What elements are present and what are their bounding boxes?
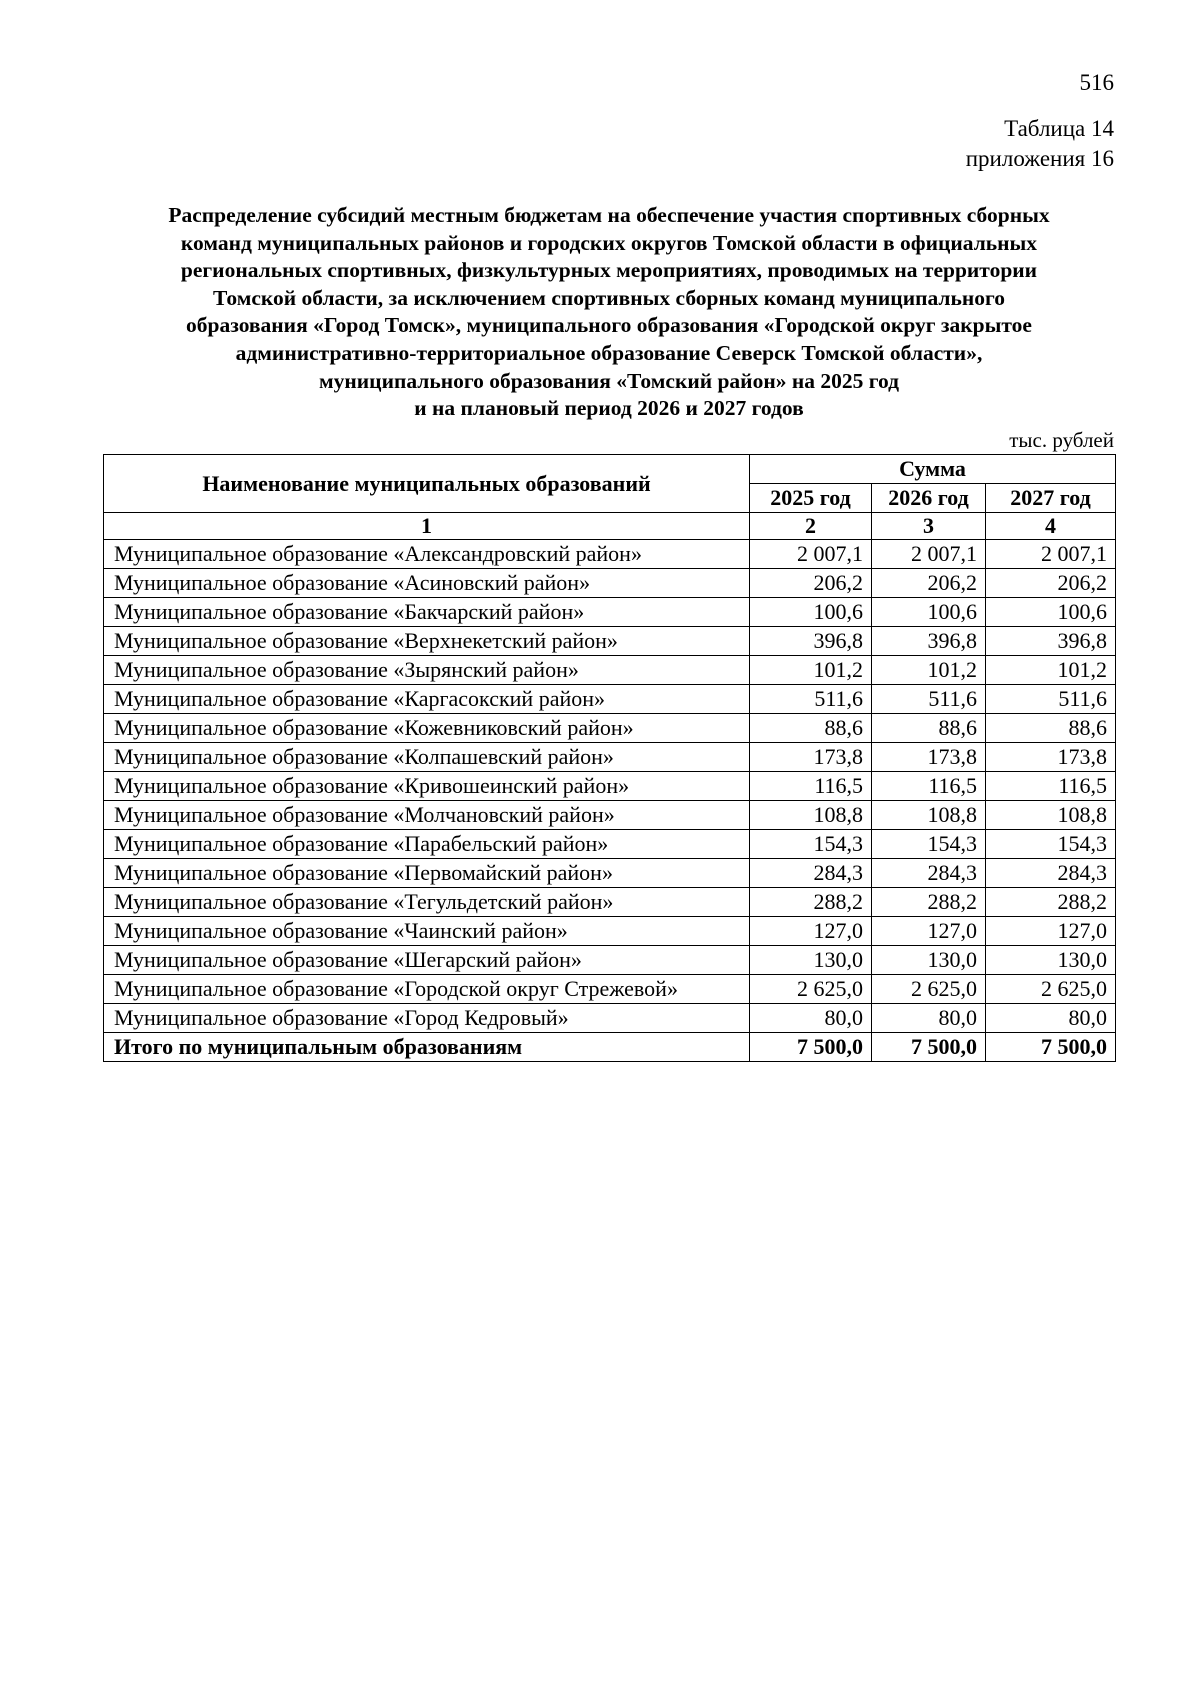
municipality-name: Муниципальное образование «Молчановский район» [104, 801, 750, 830]
table-row [104, 975, 1116, 1004]
amount-2027: 88,6 [986, 714, 1116, 743]
amount-2025: 2 625,0 [750, 975, 872, 1004]
municipality-name: Муниципальное образование «Кривошеинский район» [104, 772, 750, 801]
column-number: 4 [986, 513, 1116, 540]
amount-2025: 116,5 [750, 772, 872, 801]
amount-2027: 100,6 [986, 598, 1116, 627]
title-line: Томской области, за исключением спортивных сборных команд муниципального [213, 285, 1005, 310]
amount-2026: 80,0 [872, 1004, 986, 1033]
document-title [104, 202, 1114, 423]
municipality-name: Муниципальное образование «Александровский район» [104, 540, 750, 569]
header-municipality-name: Наименование муниципальных образований [104, 455, 750, 513]
table-row [104, 685, 1116, 714]
total-2025: 7 500,0 [750, 1033, 872, 1062]
amount-2025: 108,8 [750, 801, 872, 830]
amount-2026: 284,3 [872, 859, 986, 888]
municipality-name: Муниципальное образование «Шегарский район» [104, 946, 750, 975]
amount-2026: 88,6 [872, 714, 986, 743]
amount-2026: 2 625,0 [872, 975, 986, 1004]
subsidy-table [103, 454, 1116, 1062]
municipality-name: Муниципальное образование «Асиновский район» [104, 569, 750, 598]
amount-2025: 154,3 [750, 830, 872, 859]
total-row [104, 1033, 1116, 1062]
amount-2026: 396,8 [872, 627, 986, 656]
municipality-name: Муниципальное образование «Зырянский район» [104, 656, 750, 685]
header-year-2027: 2027 год [986, 484, 1116, 513]
amount-2027: 173,8 [986, 743, 1116, 772]
amount-2027: 2 007,1 [986, 540, 1116, 569]
amount-2025: 127,0 [750, 917, 872, 946]
table-body [104, 540, 1116, 1062]
amount-2025: 511,6 [750, 685, 872, 714]
amount-2025: 206,2 [750, 569, 872, 598]
column-number: 2 [750, 513, 872, 540]
table-reference [966, 114, 1114, 174]
title-line: Распределение субсидий местным бюджетам на обеспечение участия спортивных сборных [168, 203, 1050, 227]
amount-2025: 80,0 [750, 1004, 872, 1033]
total-label: Итого по муниципальным образованиям [104, 1033, 750, 1062]
title-line: и на плановый период 2026 и 2027 годов [414, 396, 804, 421]
table-row [104, 1004, 1116, 1033]
table-row [104, 917, 1116, 946]
column-number: 3 [872, 513, 986, 540]
table-row [104, 598, 1116, 627]
table-row [104, 830, 1116, 859]
amount-2026: 116,5 [872, 772, 986, 801]
municipality-name: Муниципальное образование «Чаинский район» [104, 917, 750, 946]
amount-2027: 116,5 [986, 772, 1116, 801]
table-row [104, 946, 1116, 975]
amount-2025: 100,6 [750, 598, 872, 627]
amount-2026: 206,2 [872, 569, 986, 598]
amount-2026: 100,6 [872, 598, 986, 627]
amount-2025: 173,8 [750, 743, 872, 772]
title-line: образования «Город Томск», муниципального образования «Городской округ закрытое [186, 313, 1032, 338]
title-line: команд муниципальных районов и городских округов Томской области в официальных [180, 230, 1038, 255]
municipality-name: Муниципальное образование «Первомайский район» [104, 859, 750, 888]
municipality-name: Муниципальное образование «Парабельский район» [104, 830, 750, 859]
amount-2026: 130,0 [872, 946, 986, 975]
total-2027: 7 500,0 [986, 1033, 1116, 1062]
amount-2027: 511,6 [986, 685, 1116, 714]
amount-2025: 288,2 [750, 888, 872, 917]
table-header-row [104, 455, 1116, 484]
appendix-label: приложения 16 [965, 146, 1114, 171]
amount-2025: 130,0 [750, 946, 872, 975]
amount-2027: 80,0 [986, 1004, 1116, 1033]
table-row [104, 714, 1116, 743]
amount-2026: 288,2 [872, 888, 986, 917]
table-row [104, 801, 1116, 830]
amount-2026: 511,6 [872, 685, 986, 714]
amount-2025: 101,2 [750, 656, 872, 685]
total-2026: 7 500,0 [872, 1033, 986, 1062]
amount-2027: 127,0 [986, 917, 1116, 946]
header-year-2026: 2026 год [872, 484, 986, 513]
municipality-name: Муниципальное образование «Город Кедровый» [104, 1004, 750, 1033]
table-row [104, 888, 1116, 917]
amount-2027: 108,8 [986, 801, 1116, 830]
amount-2026: 127,0 [872, 917, 986, 946]
municipality-name: Муниципальное образование «Колпашевский район» [104, 743, 750, 772]
amount-2027: 206,2 [986, 569, 1116, 598]
table-row [104, 627, 1116, 656]
header-year-2025: 2025 год [750, 484, 872, 513]
amount-2026: 2 007,1 [872, 540, 986, 569]
municipality-name: Муниципальное образование «Тегульдетский район» [104, 888, 750, 917]
amount-2027: 396,8 [986, 627, 1116, 656]
amount-2025: 396,8 [750, 627, 872, 656]
table-row [104, 569, 1116, 598]
title-line: административно-территориальное образование Северск Томской области», [235, 340, 983, 365]
table-row [104, 656, 1116, 685]
amount-2026: 101,2 [872, 656, 986, 685]
amount-2026: 154,3 [872, 830, 986, 859]
amount-2025: 88,6 [750, 714, 872, 743]
amount-2027: 284,3 [986, 859, 1116, 888]
amount-2026: 108,8 [872, 801, 986, 830]
amount-2027: 154,3 [986, 830, 1116, 859]
municipality-name: Муниципальное образование «Каргасокский район» [104, 685, 750, 714]
table-row [104, 743, 1116, 772]
municipality-name: Муниципальное образование «Кожевниковский район» [104, 714, 750, 743]
amount-2027: 130,0 [986, 946, 1116, 975]
municipality-name: Муниципальное образование «Верхнекетский район» [104, 627, 750, 656]
title-line: региональных спортивных, физкультурных мероприятиях, проводимых на территории [180, 258, 1038, 283]
amount-2025: 2 007,1 [750, 540, 872, 569]
header-sum: Сумма [750, 455, 1116, 484]
amount-2027: 288,2 [986, 888, 1116, 917]
table-row [104, 859, 1116, 888]
title-line: муниципального образования «Томский район» на 2025 год [319, 368, 899, 393]
amount-2027: 2 625,0 [986, 975, 1116, 1004]
amount-2026: 173,8 [872, 743, 986, 772]
amount-2027: 101,2 [986, 656, 1116, 685]
table-label: Таблица 14 [1004, 116, 1114, 141]
municipality-name: Муниципальное образование «Бакчарский район» [104, 598, 750, 627]
municipality-name: Муниципальное образование «Городской округ Стрежевой» [104, 975, 750, 1004]
units-label: тыс. рублей [1009, 428, 1114, 452]
amount-2025: 284,3 [750, 859, 872, 888]
page-number: 516 [1079, 70, 1114, 95]
column-numbers-row [104, 513, 1116, 540]
table-row [104, 540, 1116, 569]
column-number: 1 [104, 513, 750, 540]
table-row [104, 772, 1116, 801]
